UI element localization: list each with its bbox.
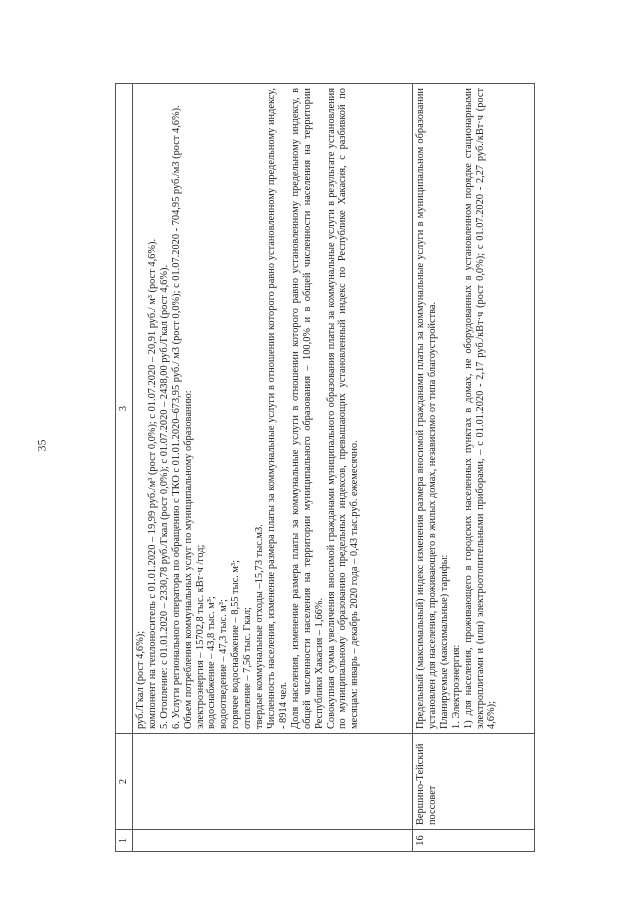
content-line: водоотведение – 47,3 тыс. м³; bbox=[218, 599, 230, 729]
header-col-3: 3 bbox=[116, 84, 133, 734]
content-line: горячее водоснабжение – 8,55 тыс. м³; bbox=[230, 560, 242, 729]
content-line: Доля населения, изменение размера платы за коммунальные услуги в отношении которого равно установленному предельному индексу, в общей численности населения на территории муниципального образования – 100,0% и в общей численности населения на территории Республики Хакасия – 1,66%. bbox=[289, 88, 325, 729]
table-row-16 bbox=[413, 84, 535, 852]
row-number bbox=[133, 830, 413, 852]
header-col-2: 2 bbox=[116, 734, 133, 830]
rotated-table-wrapper bbox=[115, 84, 535, 852]
row-number: 16 bbox=[413, 830, 535, 852]
content-line: компонент на теплоноситель с 01.01.2020 – 19,99 руб./м³ (рост 0,0%); с 01.07.2020 – 20,91 руб./ м³ (рост 4,6%). bbox=[146, 238, 158, 729]
content-line: Планируемые (максимальные) тарифы: bbox=[438, 554, 450, 729]
content-line: Численность населения, изменение размера платы за коммунальные услуги в отношении которого равно установленному предельному индексу, - 8914 чел. bbox=[265, 88, 289, 729]
table-header-row bbox=[116, 84, 133, 852]
header-col-1: 1 bbox=[116, 830, 133, 852]
content-line: электроэнергия – 15702,8 тыс. кВт·ч /год; bbox=[194, 544, 206, 729]
content-line: 1. Электроэнергия: bbox=[450, 644, 462, 729]
row-content bbox=[413, 84, 535, 734]
content-line: Предельный (максимальный) индекс изменения размера вносимой гражданами платы за коммунальные услуги в муниципальном образовании установлен для населения, проживающего в жилых домах, независимо от типа благоустройства. bbox=[415, 88, 438, 729]
content-line: 1) для населения, проживающего в городских населенных пунктах в домах, не оборудованных в установленном порядке стационарными электроплитами и (или) электроотопительными приборами, – с 01.01.2020 - 2,17 руб./кВт·ч (рост 0,0%); с 01.07.2020 - 2,27 руб./кВт·ч (рост 4,6%); bbox=[462, 88, 498, 729]
tariff-table bbox=[115, 83, 535, 852]
row-content bbox=[133, 84, 413, 734]
municipality-name bbox=[133, 734, 413, 830]
content-line: Совокупная сумма увеличения вносимой гражданами муниципального образования платы за коммунальные услуги в результате установления по муниципальному образованию предельных индексов, превышающих установленный индекс по Республике Хакасия, с разбивкой по месяцам: январь – декабрь 2020 года – 0,43 тыс.руб. ежемесячно. bbox=[325, 88, 361, 729]
content-line: 6. Услуги регионального оператора по обращению с ТКО с 01.01.2020–673,95 руб./ м3 (рост 0,0%); с 01.07.2020 - 704,95 руб./м3 (рост 4,6%). bbox=[170, 105, 182, 729]
content-line: водоснабжение – 43,8 тыс. м³; bbox=[206, 596, 218, 729]
page-number: 35 bbox=[34, 439, 49, 452]
content-line: Объем потребления коммунальных услуг по муниципальному образованию: bbox=[182, 390, 194, 729]
content-line: отопление – 7,56 тыс. Гкал; bbox=[242, 607, 254, 729]
content-line: 5. Отопление: с 01.01.2020 – 2330,78 руб./Гкал (рост 0,0%); с 01.07.2020 – 2438,00 руб./Гкал (рост 4,6%). bbox=[158, 264, 170, 729]
table-row-continued bbox=[133, 84, 413, 852]
municipality-name: Вершино-Тейский поссовет bbox=[413, 734, 535, 830]
content-line: руб./Гкал (рост 4,6%); bbox=[135, 630, 146, 729]
content-line: твердые коммунальные отходы –15,73 тыс.м3. bbox=[254, 524, 266, 729]
